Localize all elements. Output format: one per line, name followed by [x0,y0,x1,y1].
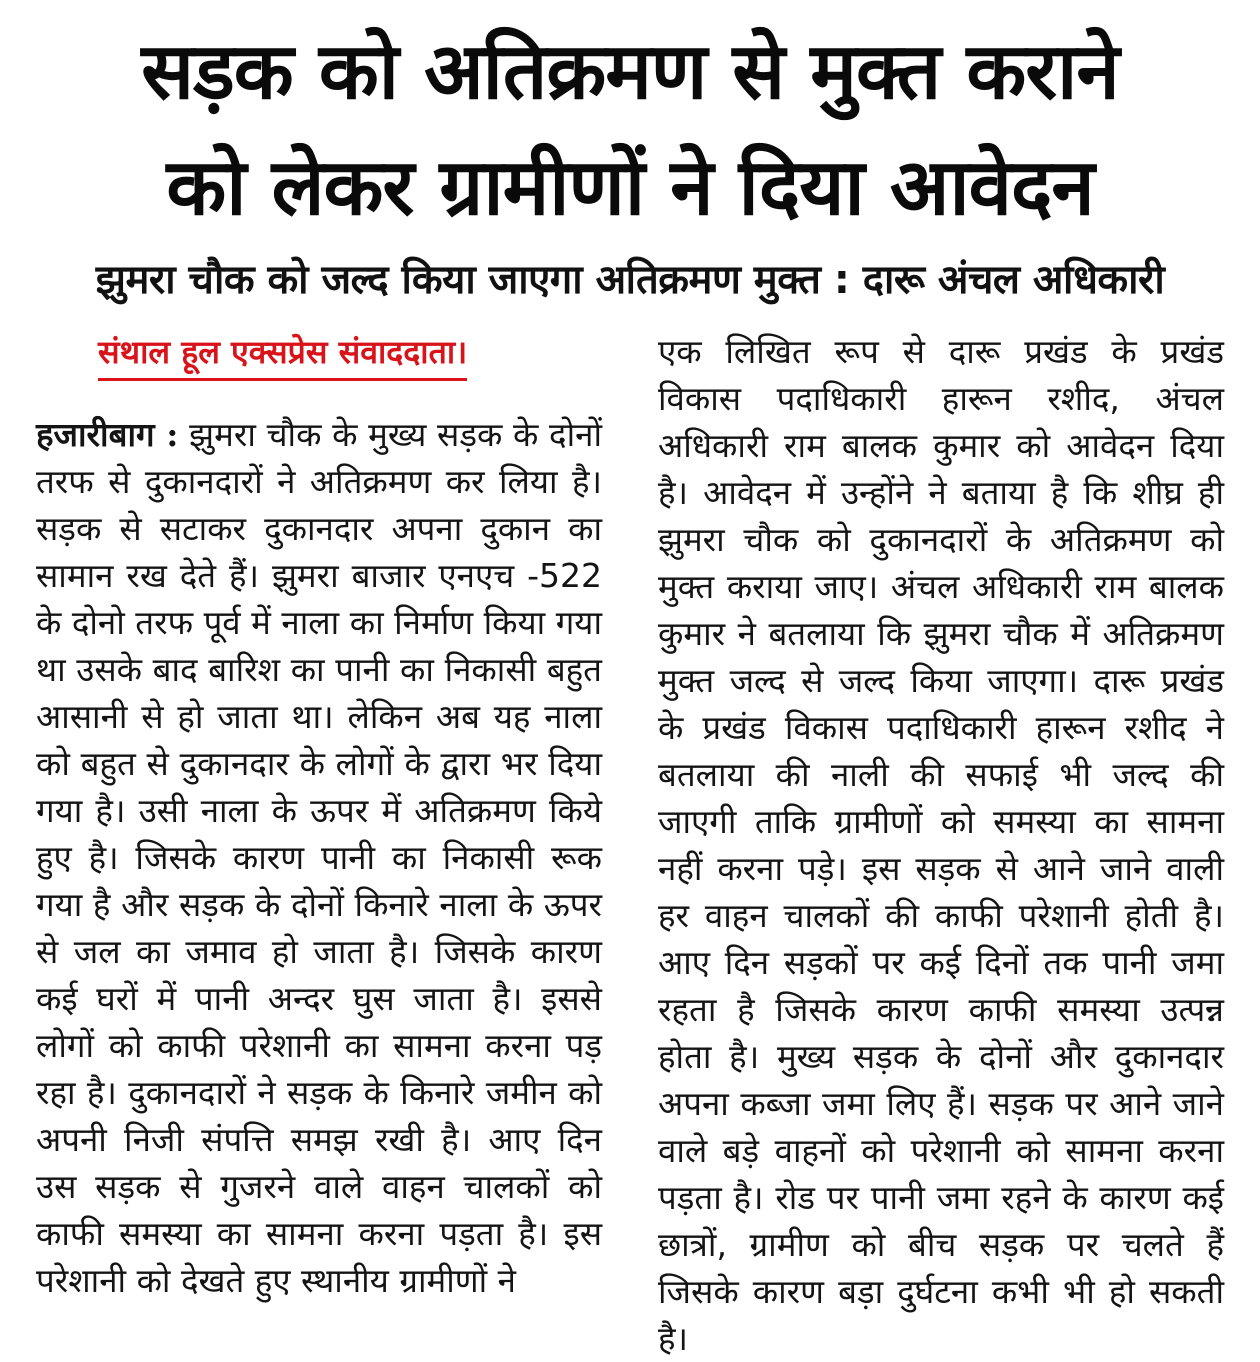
subheadline: झुमरा चौक को जल्द किया जाएगा अतिक्रमण मुक्त : दारू अंचल अधिकारी [95,257,1165,303]
right-column-text: एक लिखित रूप से दारू प्रखंड के प्रखंड विकास पदाधिकारी हारून रशीद, अंचल अधिकारी राम बालक कुमार को आवेदन दिया है। आवेदन में उन्होंने ने बताया है कि शीघ्र ही झुमरा चौक को दुकानदारों के अतिक्रमण को मुक्त कराया जाए। अंचल अधिकारी राम बालक कुमार ने बतलाया कि झुमरा चौक में अतिक्रमण मुक्त जल्द से जल्द किया जाएगा। दारू प्रखंड के प्रखंड विकास पदाधिकारी हारून रशीद ने बतलाया की नाली की सफाई भी जल्द की जाएगी ताकि ग्रामीणों को समस्या का सामना नहीं करना पड़े। इस सड़क से आने जाने वाली हर वाहन चालकों की काफी परेशानी होती है। आए दिन सड़कों पर कई दिनों तक पानी जमा रहता है जिसके कारण काफी समस्या उत्पन्न होता है। मुख्य सड़क के दोनों और दुकानदार अपना कब्जा जमा लिए हैं। सड़क पर आने जाने वाले बड़े वाहनों को परेशानी को सामना करना पड़ता है। रोड पर पानी जमा रहने के कारण कई छात्रों, ग्रामीण को बीच सड़क पर चलते हैं जिसके कारण बड़ा दुर्घटना कभी भी हो सकती है। [658,332,1224,1358]
headline-line-2: को लेकर ग्रामीणों ने दिया आवेदन [166,143,1094,233]
right-column [658,328,1224,1362]
left-column-text: झुमरा चौक के मुख्य सड़क के दोनों तरफ से दुकानदारों ने अतिक्रमण कर लिया है। सड़क से सटाकर दुकानदार अपना दुकान का सामान रख देते हैं। झुमरा बाजार एनएच -522 के दोनो तरफ पूर्व में नाला का निर्माण किया गया था उसके बाद बारिश का पानी का निकासी बहुत आसानी से हो जाता था। लेकिन अब यह नाला को बहुत से दुकानदार के लोगों के द्वारा भर दिया गया है। उसी नाला के ऊपर में अतिक्रमण किये हुए है। जिसके कारण पानी का निकासी रूक गया है और सड़क के दोनों किनारे नाला के ऊपर से जल का जमाव हो जाता है। जिसके कारण कई घरों में पानी अन्दर घुस जाता है। इससे लोगों को काफी परेशानी का सामना करना पड़ रहा है। दुकानदारों ने सड़क के किनारे जमीन को अपनी निजी संपत्ति समझ रखी है। आए दिन उस सड़क से गुजरने वाले वाहन चालकों को काफी समस्या का सामना करना पड़ता है। इस परेशानी को देखते हुए स्थानीय ग्रामीणों ने [36,415,602,1300]
byline: संथाल हूल एक्सप्रेस संवाददाता। [98,328,467,381]
left-column [36,328,602,1362]
article-columns [36,328,1224,1362]
dateline: हजारीबाग : [36,415,179,454]
headline-line-1: सड़क को अतिक्रमण से मुक्त कराने [141,27,1119,117]
left-column-body [36,411,602,1304]
headline [36,14,1224,246]
